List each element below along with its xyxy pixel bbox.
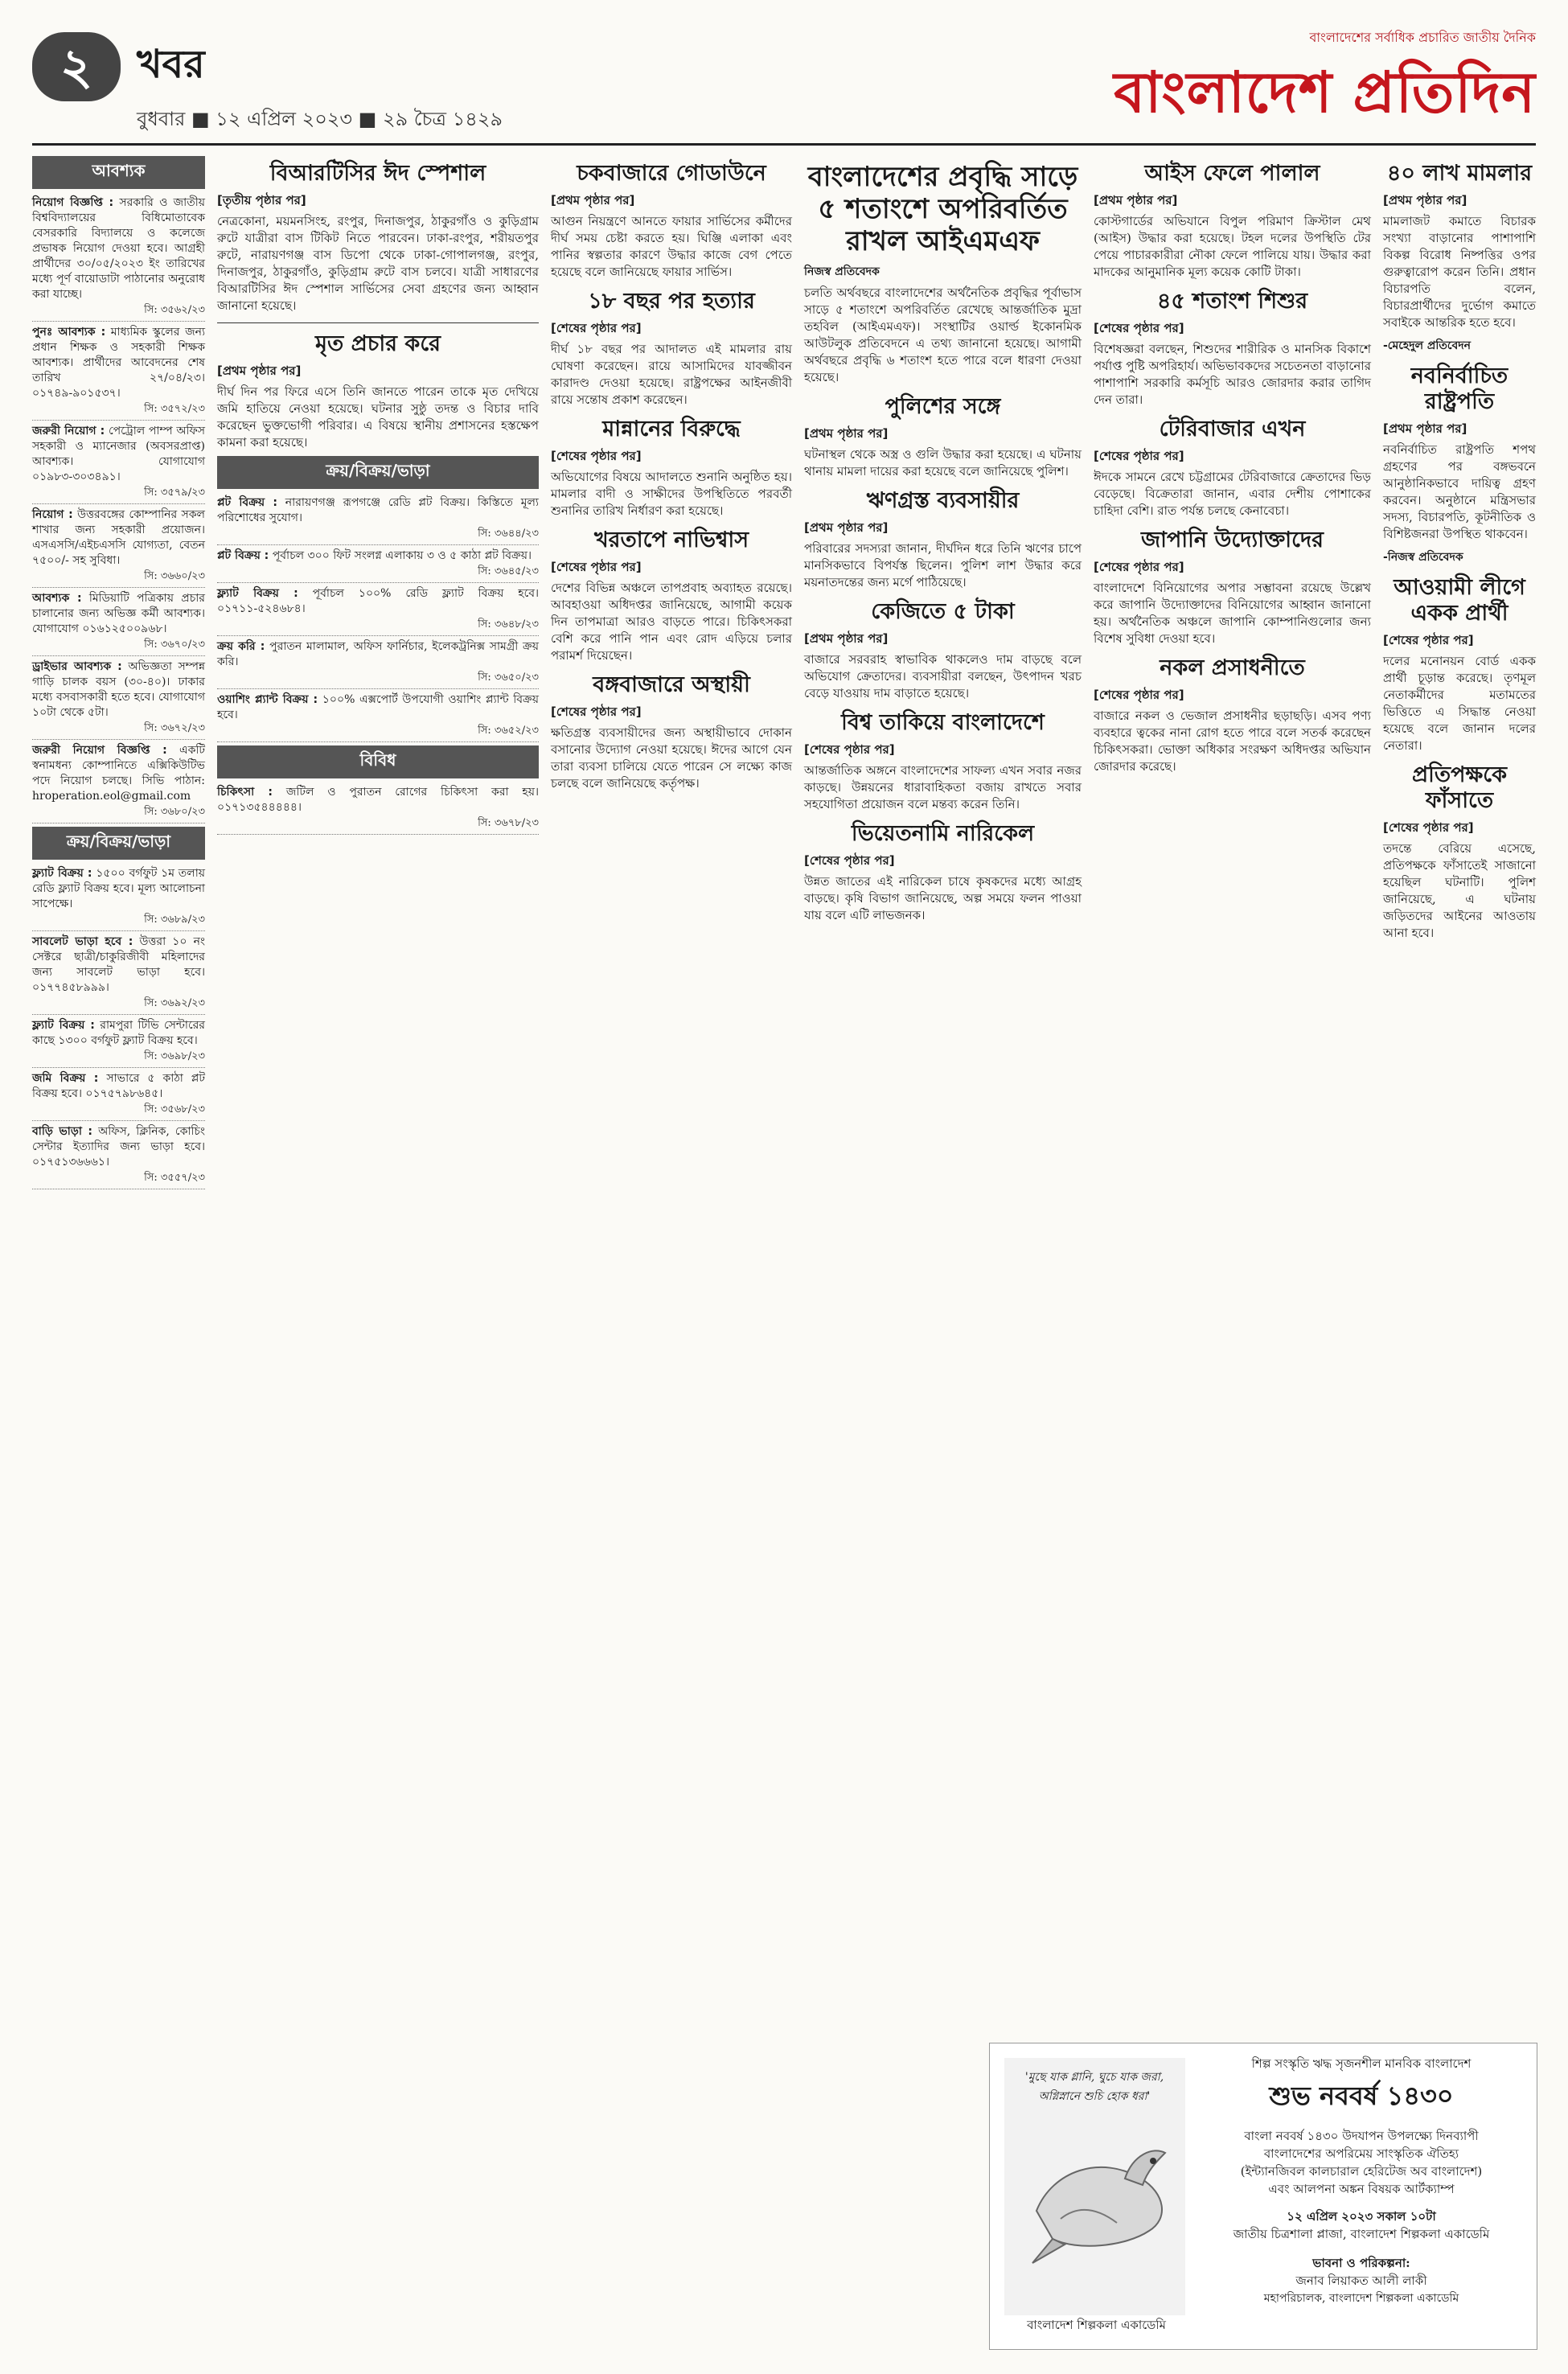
classified-ad [32, 588, 205, 656]
sale-header: ক্রয়/বিক্রয়/ভাড়া [32, 827, 205, 860]
article-text: ঘটনাস্থল থেকে অস্ত্র ও গুলি উদ্ধার করা হয়েছে। এ ঘটনায় থানায় মামলা দায়ের করা হয়েছে বলে জানিয়েছে পুলিশ। [804, 447, 1082, 478]
ad-venue: জাতীয় চিত্রশালা প্লাজা, বাংলাদেশ শিল্পকলা একাডেমি [1233, 2227, 1490, 2241]
classified-ad [217, 492, 539, 545]
headline-president: নবনির্বাচিত রাষ্ট্রপতি [1410, 363, 1508, 414]
classified-title: ফ্ল্যাট বিক্রয় : [32, 867, 92, 880]
classified-code: সি: ৩৬৭৮/২৩ [478, 817, 539, 829]
classified-ad [217, 636, 539, 689]
classified-title: জমি বিক্রয় : [32, 1072, 99, 1085]
classified-ad [217, 689, 539, 742]
article-text: নেত্রকোনা, ময়মনসিংহ, রংপুর, দিনাজপুর, ঠাকুরগাঁও ও কুড়িগ্রাম রুটে যাত্রীরা বাস টিকিট নিতে পারবেন। ঢাকা-রংপুর, শরীয়তপুর রুটে, নারায়ণগঞ্জ বাস ডিপো থেকে ঢাকা-গোপালগঞ্জ, রংপুর, দিনাজপুর, ঠাকুরগাঁও, কুড়িগ্রাম রুটে বাস চলবে। যাত্রী সাধারণের বিআরটিসির ঈদ স্পেশাল সার্ভিসের সেবা গ্রহণের জন্য আহ্বান জানানো হয়েছে। [217, 214, 539, 313]
classified-title: বাড়ি ভাড়া : [32, 1125, 93, 1138]
headline-cosmetics: নকল প্রসাধনীতে [1160, 655, 1305, 680]
article-text: অভিযোগের বিষয়ে আদালতে শুনানি অনুষ্ঠিত হয়। মামলার বাদী ও সাক্ষীদের উপস্থিতিতে পরবর্তী শুনানির তারিখ নির্ধারণ করা হয়েছে। [551, 470, 792, 518]
academy-name: বাংলাদেশ শিল্পকলা একাডেমি [1027, 2318, 1166, 2332]
classified-code: সি: ৩৫৬৮/২৩ [144, 1103, 205, 1115]
classified-text: ১০০% এক্সপোর্ট উপযোগী ওয়াশিং প্ল্যান্ট বিক্রয় হবে। [217, 693, 539, 721]
kicker: [প্রথম পৃষ্ঠার পর] [1383, 421, 1467, 436]
ad-top-line: শিল্প সংস্কৃতি ঋদ্ধ সৃজনশীল মানবিক বাংলাদেশ [1251, 2056, 1472, 2071]
article-text: বাজারে সরবরাহ স্বাভাবিক থাকলেও দাম বাড়ছে বলে অভিযোগ ক্রেতাদের। ব্যবসায়ীরা বলছেন, উৎপাদন খরচ বেড়ে যাওয়ায় দাম বাড়াতে হয়েছে। [804, 652, 1082, 700]
classified-text: অফিস, ক্লিনিক, কোচিং সেন্টার ইত্যাদির জন্য ভাড়া হবে। ০১৭৫১৩৬৬৬১। [32, 1125, 206, 1169]
column-2 [217, 153, 539, 835]
article-text: কোস্টগার্ডের অভিযানে বিপুল পরিমাণ ক্রিস্টাল মেথ (আইস) উদ্ধার করা হয়েছে। টহল দলের উপস্থিতি টের পেয়ে পাচারকারীরা নৌকা ফেলে পালিয়ে যায়। উদ্ধার করা মাদকের আনুমানিক মূল্য কয়েক কোটি টাকা। [1094, 214, 1371, 279]
headline-bangabazar: বঙ্গবাজারে অস্থায়ী [593, 672, 750, 697]
classified-ad [32, 421, 205, 504]
classified-text: একটি স্বনামধন্য কোম্পানিতে এক্সিকিউটিভ পদে নিয়োগ চলছে। সিভি পাঠান: hroperation.eol@gmail.com [32, 744, 206, 803]
issue-date: বুধবার ■ ১২ এপ্রিল ২০২৩ ■ ২৯ চৈত্র ১৪২৯ [137, 108, 503, 130]
kicker: [প্রথম পৃষ্ঠার পর] [217, 363, 302, 378]
headline-japan: জাপানি উদ্যোক্তাদের [1140, 528, 1324, 552]
classified-ad [217, 545, 539, 583]
headline-police: পুলিশের সঙ্গে [885, 394, 1001, 419]
article-text: দলের মনোনয়ন বোর্ড একক প্রার্থী চূড়ান্ত করেছে। তৃণমূল নেতাকর্মীদের মতামতের ভিত্তিতে এ সিদ্ধান্ত নেওয়া হয়েছে বলে জানান দলের নেতারা। [1383, 654, 1536, 753]
kicker: [শেষের পৃষ্ঠার পর] [1094, 560, 1184, 574]
classified-text: উত্তরবঙ্গের কোম্পানির সকল শাখার জন্য সহকারী প্রয়োজন। এসএসসি/এইচএসসি যোগ্যতা, বেতন ৭৫০০/- সহ সুবিধা। [32, 508, 205, 567]
brand-name: বাংলাদেশ প্রতিদিন [1114, 60, 1536, 125]
ad-date: ১২ এপ্রিল ২০২৩ সকাল ১০টা [1287, 2209, 1436, 2224]
headline-children: ৪৫ শতাংশ শিশুর [1156, 289, 1308, 314]
classified-ad [32, 322, 205, 421]
kicker: [শেষের পৃষ্ঠার পর] [1383, 633, 1474, 647]
ad-title: শুভ নববর্ষ ১৪৩০ [1269, 2080, 1454, 2111]
classified-code: সি: ৩৫৬২/২৩ [144, 304, 205, 316]
classified-text: মাধ্যমিক স্কুলের জন্য প্রধান শিক্ষক ও সহকারী শিক্ষক আবশ্যক। প্রার্থীদের আবেদনের শেষ তারিখ ২৭/০৪/২৩। ০১৭৪৯-৯০১৫৩৭। [32, 326, 206, 400]
byline: নিজস্ব প্রতিবেদক [804, 265, 880, 278]
headline-mannan: মান্নানের বিরুদ্ধে [602, 417, 741, 442]
headline-brtc: বিআরটিসির ঈদ স্পেশাল [269, 161, 486, 186]
article-text: মামলাজট কমাতে বিচারক সংখ্যা বাড়ানোর পাশাপাশি বিকল্প বিরোধ নিষ্পত্তির ওপর গুরুত্বারোপ করেন তিনি। প্রধান বিচারপতি বলেন, বিচারপ্রার্থীদের দুর্ভোগ কমাতে সবাইকে আন্তরিক হতে হবে। [1383, 214, 1536, 330]
kicker: [শেষের পৃষ্ঠার পর] [1094, 688, 1184, 702]
article-text: বিশেষজ্ঞরা বলছেন, শিশুদের শারীরিক ও মানসিক বিকাশে পর্যাপ্ত পুষ্টি অপরিহার্য। অভিভাবকদের সচেতনতা বাড়ানোর পাশাপাশি সরকারি কর্মসূচি আরও জোরদার করার তাগিদ দেন তারা। [1094, 342, 1371, 407]
kicker: [প্রথম পৃষ্ঠার পর] [804, 520, 889, 535]
kicker: [শেষের পৃষ্ঠার পর] [1383, 820, 1474, 835]
article-text: নবনির্বাচিত রাষ্ট্রপতি শপথ গ্রহণের পর বঙ্গভবনে আনুষ্ঠানিকভাবে দায়িত্ব গ্রহণ করবেন। অনুষ্ঠানে মন্ত্রিসভার সদস্য, বিচারপতি, কূটনীতিক ও বিশিষ্টজনরা উপস্থিত থাকবেন। [1383, 442, 1536, 541]
kicker: [শেষের পৃষ্ঠার পর] [1094, 449, 1184, 463]
headline-heat: খরতাপে নাভিশ্বাস [593, 528, 749, 552]
article-text: ঈদকে সামনে রেখে চট্টগ্রামের টেরিবাজারে ক্রেতাদের ভিড় বেড়েছে। বিক্রেতারা জানান, এবার দেশীয় পোশাকের চাহিদা বেশি। রাত পর্যন্ত চলছে কেনাবেচা। [1094, 470, 1371, 518]
classified-ad [217, 583, 539, 636]
classified-code: সি: ৩৫৭৯/২৩ [144, 487, 205, 499]
classified-title: জরুরী নিয়োগ বিজ্ঞপ্তি : [32, 744, 167, 757]
classified-ad [32, 1121, 205, 1189]
kicker: [প্রথম পৃষ্ঠার পর] [551, 193, 635, 207]
classified-ad [32, 1068, 205, 1121]
ad-line: বাংলা নববর্ষ ১৪৩০ উদযাপন উপলক্ষ্যে দিনব্যাপী [1244, 2129, 1479, 2143]
article-text: দীর্ঘ দিন পর ফিরে এসে তিনি জানতে পারেন তাকে মৃত দেখিয়ে জমি হাতিয়ে নেওয়া হয়েছে। ঘটনার সুষ্ঠু তদন্ত ও বিচার দাবি করেছেন ভুক্তভোগী পরিবার। এ বিষয়ে স্থানীয় প্রশাসনের হস্তক্ষেপ কামনা করা হয়েছে। [217, 384, 539, 450]
headline-ice: আইস ফেলে পালাল [1144, 161, 1320, 186]
kicker: [শেষের পৃষ্ঠার পর] [551, 321, 642, 335]
headline-murder: ১৮ বছর পর হত্যার [588, 289, 755, 314]
article-text: আন্তর্জাতিক অঙ্গনে বাংলাদেশের সাফল্য এখন সবার নজর কাড়ছে। উন্নয়নের ধারাবাহিকতা বজায় রাখতে সবার সহযোগিতা প্রয়োজন বলে মন্তব্য করেন তিনি। [804, 763, 1082, 811]
kicker: [শেষের পৃষ্ঠার পর] [551, 560, 642, 574]
classified-code: সি: ৩৬৯৮/২৩ [144, 1050, 205, 1062]
kicker: [প্রথম পৃষ্ঠার পর] [1383, 193, 1467, 207]
classified-code: সি: ৩৬৬০/২৩ [144, 570, 205, 582]
headline-frame: প্রতিপক্ষকে ফাঁসাতে [1411, 762, 1508, 813]
classified-text: নারায়ণগঞ্জ রূপগঞ্জে রেডি প্লট বিক্রয়। কিস্তিতে মূল্য পরিশোধের সুযোগ। [217, 496, 539, 524]
classified-title: প্লট বিক্রয় : [217, 549, 269, 562]
classified-text: সাভারে ৫ কাঠা প্লট বিক্রয় হবে। ০১৭৫৭৯৮৬৪৫। [32, 1072, 205, 1100]
classified-ad [217, 782, 539, 835]
kicker: [তৃতীয় পৃষ্ঠার পর] [217, 193, 306, 207]
article-text: দেশের বিভিন্ন অঞ্চলে তাপপ্রবাহ অব্যাহত রয়েছে। আবহাওয়া অধিদপ্তর জানিয়েছে, আগামী কয়েক দিন তাপমাত্রা আরও বাড়তে পারে। চিকিৎসকরা বেশি করে পানি পান এবং রোদ এড়িয়ে চলার পরামর্শ দিয়েছেন। [551, 581, 792, 663]
classified-code: সি: ৩৬৭০/২৩ [144, 639, 205, 651]
headline-coconut: ভিয়েতনামি নারিকেল [851, 821, 1035, 846]
classified-code: সি: ৩৬৪৫/২৩ [478, 565, 539, 577]
ad-credits-role: মহাপরিচালক, বাংলাদেশ শিল্পকলা একাডেমি [1263, 2292, 1459, 2305]
classified-title: ফ্ল্যাট বিক্রয় : [32, 1019, 95, 1032]
kicker: [শেষের পৃষ্ঠার পর] [551, 704, 642, 719]
kicker: [শেষের পৃষ্ঠার পর] [1094, 321, 1184, 335]
kicker: [প্রথম পৃষ্ঠার পর] [1094, 193, 1178, 207]
classified-code: সি: ৩৬৫২/২৩ [478, 725, 539, 737]
classified-text: পেট্রোল পাম্প অফিস সহকারী ও ম্যানেজার (অবসরপ্রাপ্ত) আবশ্যক। যোগাযোগ ০১৯৮৩-৩০৩৪৯১। [32, 425, 206, 483]
ad-content [1201, 2055, 1522, 2307]
article-text: পরিবারের সদস্যরা জানান, দীর্ঘদিন ধরে তিনি ঋণের চাপে মানসিকভাবে বিপর্যস্ত ছিলেন। পুলিশ লাশ উদ্ধার করে ময়নাতদন্তের জন্য মর্গে পাঠিয়েছে। [804, 541, 1082, 589]
classified-ad [32, 192, 205, 322]
article-text: বাংলাদেশে বিনিয়োগের অপার সম্ভাবনা রয়েছে উল্লেখ করে জাপানি উদ্যোক্তাদের বিনিয়োগের আহ্বান জানানো হয়। অর্থনৈতিক অঞ্চলে জাপানি কোম্পানিগুলোর জন্য বিশেষ সুবিধা দেওয়া হবে। [1094, 581, 1371, 646]
classified-title: নিয়োগ বিজ্ঞপ্তি : [32, 196, 114, 209]
article-text: আগুন নিয়ন্ত্রণে আনতে ফায়ার সার্ভিসের কর্মীদের দীর্ঘ সময় চেষ্টা করতে হয়। ঘিঞ্জি এলাকা এবং পানির স্বল্পতার কারণে উদ্ধার কাজে বেগ পেতে হয়েছে বলে জানিয়েছে ফায়ার সার্ভিস। [551, 214, 792, 279]
kicker: [শেষের পৃষ্ঠার পর] [804, 853, 895, 868]
misc-header: বিবিধ [217, 745, 539, 778]
section-title: খবর [137, 42, 205, 87]
classified-text: অভিজ্ঞতা সম্পন্ন গাড়ি চালক বয়স (৩০-৪০)। ঢাকার মধ্যে বসবাসকারী হতে হবে। যোগাযোগ ১০টা থেকে ৫টা। [32, 660, 205, 719]
classified-title: আবশ্যক : [32, 592, 82, 605]
classified-title: ওয়াশিং প্ল্যান্ট বিক্রয় : [217, 693, 318, 706]
masthead [32, 23, 1536, 146]
brand-tagline: বাংলাদেশের সর্বাধিক প্রচারিত জাতীয় দৈনিক [1309, 30, 1536, 45]
byline: -মেহেদুল প্রতিবেদন [1383, 339, 1471, 352]
classified-code: সি: ৩৬৮৯/২৩ [144, 914, 205, 926]
kicker: [প্রথম পৃষ্ঠার পর] [804, 631, 889, 646]
headline-awami: আওয়ামী লীগে একক প্রার্থী [1394, 575, 1525, 626]
classified-ad [32, 504, 205, 588]
headline-price: কেজিতে ৫ টাকা [871, 599, 1015, 624]
article-text: ক্ষতিগ্রস্ত ব্যবসায়ীদের জন্য অস্থায়ীভাবে দোকান বসানোর উদ্যোগ নেওয়া হয়েছে। ঈদের আগে যেন তারা ব্যবসা চালিয়ে যেতে পারেন সে লক্ষ্যে কাজ চলছে বলে জানিয়েছে কর্তৃপক্ষ। [551, 725, 792, 791]
ad-credits-title: ভাবনা ও পরিকল্পনা: [1312, 2256, 1410, 2270]
article-text: দীর্ঘ ১৮ বছর পর আদালত এই মামলার রায় ঘোষণা করেছেন। রায়ে আসামিদের যাবজ্জীবন কারাদণ্ড দেওয়া হয়েছে। রাষ্ট্রপক্ষের আইনজীবী রায়ে সন্তোষ প্রকাশ করেছেন। [551, 342, 792, 407]
new-year-advertisement [989, 2043, 1537, 2350]
classified-text: ১৫০০ বর্গফুট ১ম তলায় রেডি ফ্ল্যাট বিক্রয় হবে। মূল্য আলোচনা সাপেক্ষে। [32, 867, 206, 910]
headline-chawkbazar: চকবাজারে গোডাউনে [577, 161, 766, 186]
classified-text: পূর্বাচল ৩০০ ফিট সংলগ্ন এলাকায় ৩ ও ৫ কাঠা প্লট বিক্রয়। [272, 549, 532, 562]
ad-line: (ইন্ট্যানজিবল কালচারাল হেরিটেজ অব বাংলাদেশ) [1240, 2164, 1483, 2179]
classified-code: সি: ৩৬৯২/২৩ [144, 997, 205, 1009]
article-text: বাজারে নকল ও ভেজাল প্রসাধনীর ছড়াছড়ি। এসব পণ্য ব্যবহারে ত্বকের নানা রোগ হতে পারে বলে সতর্ক করেছেন চিকিৎসকরা। ভোক্তা অধিকার সংরক্ষণ অধিদপ্তর অভিযান জোরদার করেছে। [1094, 709, 1371, 774]
classifieds-column [32, 153, 205, 1189]
classified-code: সি: ৩৫৫৭/২৩ [144, 1172, 205, 1184]
classified-ad [32, 1015, 205, 1068]
kicker: [শেষের পৃষ্ঠার পর] [551, 449, 642, 463]
headline-death: মৃত প্রচার করে [314, 331, 441, 356]
classified-code: সি: ৩৬৫০/২৩ [478, 672, 539, 684]
classified-title: ড্রাইভার আবশ্যক : [32, 660, 122, 673]
classifieds-header: আবশ্যক [32, 156, 205, 189]
classified-code: সি: ৩৫৭২/২৩ [144, 403, 205, 415]
headline-teribazar: টেরিবাজার এখন [1159, 417, 1306, 442]
classified-text: মিডিয়াটি পত্রিকায় প্রচার চালানোর জন্য অভিজ্ঞ কর্মী আবশ্যক। যোগাযোগ ০১৬১২৫০০৯৬৮। [32, 592, 206, 635]
classified-title: ক্রয় করি : [217, 640, 265, 653]
column-4 [804, 153, 1082, 929]
classified-ad [32, 931, 205, 1015]
classified-text: সরকারি ও জাতীয় বিশ্ববিদ্যালয়ের বিধিমোতাবেক বেসরকারি বিদ্যালয়ে ও কলেজে প্রভাষক নিয়োগ দেওয়া হবে। আগ্রহী প্রার্থীদের ৩০/০৫/২০২৩ ইং তারিখের মধ্যে পূর্ণ বায়োডাটা পাঠানোর অনুরোধ করা যাচ্ছে। [32, 196, 205, 301]
headline-cases: ৪০ লাখ মামলার [1386, 161, 1533, 186]
divider [217, 322, 539, 323]
ad-line: এবং আলপনা অঙ্কন বিষয়ক আর্টক্যাম্প [1268, 2182, 1455, 2196]
classified-title: জরুরী নিয়োগ : [32, 425, 105, 437]
headline-world: বিশ্ব তাকিয়ে বাংলাদেশে [841, 710, 1045, 735]
classified-ad [32, 863, 205, 931]
classified-text: রামপুরা টিভি সেন্টারের কাছে ১৩০০ বর্গফুট ফ্ল্যাট বিক্রয় হবে। [32, 1019, 205, 1047]
ad-quote: 'মুছে যাক গ্লানি, ঘুচে যাক জরা, অগ্নিস্নানে শুচি হোক ধরা' [1024, 2071, 1164, 2103]
classified-title: প্লট বিক্রয় : [217, 496, 277, 509]
article-text: চলতি অর্থবছরে বাংলাদেশের অর্থনৈতিক প্রবৃদ্ধির পূর্বাভাস সাড়ে ৫ শতাংশে অপরিবর্তিত রেখেছে আন্তর্জাতিক মুদ্রা তহবিল (আইএমএফ)। সংস্থাটির ওয়ার্ল্ড ইকোনমিক আউটলুক প্রতিবেদনে এ তথ্য জানানো হয়েছে। আগামী অর্থবছরে প্রবৃদ্ধি ৬ শতাংশ হতে পারে বলে ধারণা দেওয়া হয়েছে। [804, 285, 1082, 384]
headline-imf: বাংলাদেশের প্রবৃদ্ধি সাড়ে ৫ শতাংশে অপরিবর্তিত রাখল আইএমএফ [807, 161, 1078, 257]
classified-title: চিকিৎসা : [217, 786, 273, 799]
sale-header-2: ক্রয়/বিক্রয়/ভাড়া [217, 456, 539, 489]
byline: -নিজস্ব প্রতিবেদক [1383, 551, 1463, 564]
column-3 [551, 153, 792, 797]
kicker: [শেষের পৃষ্ঠার পর] [804, 742, 895, 757]
page-number: ২ [32, 32, 121, 101]
article-text: তদন্তে বেরিয়ে এসেছে, প্রতিপক্ষকে ফাঁসাতেই সাজানো হয়েছিল ঘটনাটি। পুলিশ জানিয়েছে, এ ঘটনায় জড়িতদের আইনের আওতায় আনা হবে। [1383, 841, 1536, 940]
classified-ad [32, 656, 205, 740]
classified-text: জটিল ও পুরাতন রোগের চিকিৎসা করা হয়। ০১৭১৩৫৪৪৪৪৪। [217, 786, 540, 814]
classified-text: উত্তরা ১০ নং সেক্টরে ছাত্রী/চাকুরিজীবী মহিলাদের জন্য সাবলেট ভাড়া হবে। ০১৭৭৪৫৮৯৯৯। [32, 935, 206, 994]
classified-code: সি: ৩৬৮০/২৩ [144, 806, 205, 818]
classified-title: ফ্ল্যাট বিক্রয় : [217, 587, 298, 600]
classified-text: পুরাতন মালামাল, অফিস ফার্নিচার, ইলেকট্রনিক্স সামগ্রী ক্রয় করি। [217, 640, 539, 668]
ad-line: বাংলাদেশের অপরিমেয় সাংস্কৃতিক ঐতিহ্য [1263, 2146, 1459, 2161]
brand-logo [1114, 27, 1536, 143]
column-6 [1383, 153, 1536, 947]
headline-indebted: ঋণগ্রস্ত ব্যবসায়ীর [866, 488, 1020, 513]
kicker: [প্রথম পৃষ্ঠার পর] [804, 426, 889, 441]
column-5 [1094, 153, 1371, 780]
classified-title: সাবলেট ভাড়া হবে : [32, 935, 133, 948]
classified-text: পূর্বাচল ১০০% রেডি ফ্ল্যাট বিক্রয় হবে। ০১৭১১-৫২৪৬৮৪। [217, 587, 540, 615]
classified-title: নিয়োগ : [32, 508, 73, 521]
classified-ad [32, 740, 205, 824]
classified-code: সি: ৩৬৪৮/২৩ [478, 618, 539, 630]
classified-title: পুনঃ আবশ্যক : [32, 326, 106, 339]
article-text: উন্নত জাতের এই নারিকেল চাষে কৃষকদের মধ্যে আগ্রহ বাড়ছে। কৃষি বিভাগ জানিয়েছে, অল্প সময়ে ফলন পাওয়া যায় বলে এটি লাভজনক। [804, 874, 1082, 922]
classified-code: সি: ৩৬৪৪/২৩ [478, 528, 539, 540]
classified-code: সি: ৩৬৭২/২৩ [144, 722, 205, 734]
ad-credits-name: জনাব লিয়াকত আলী লাকী [1295, 2273, 1427, 2288]
